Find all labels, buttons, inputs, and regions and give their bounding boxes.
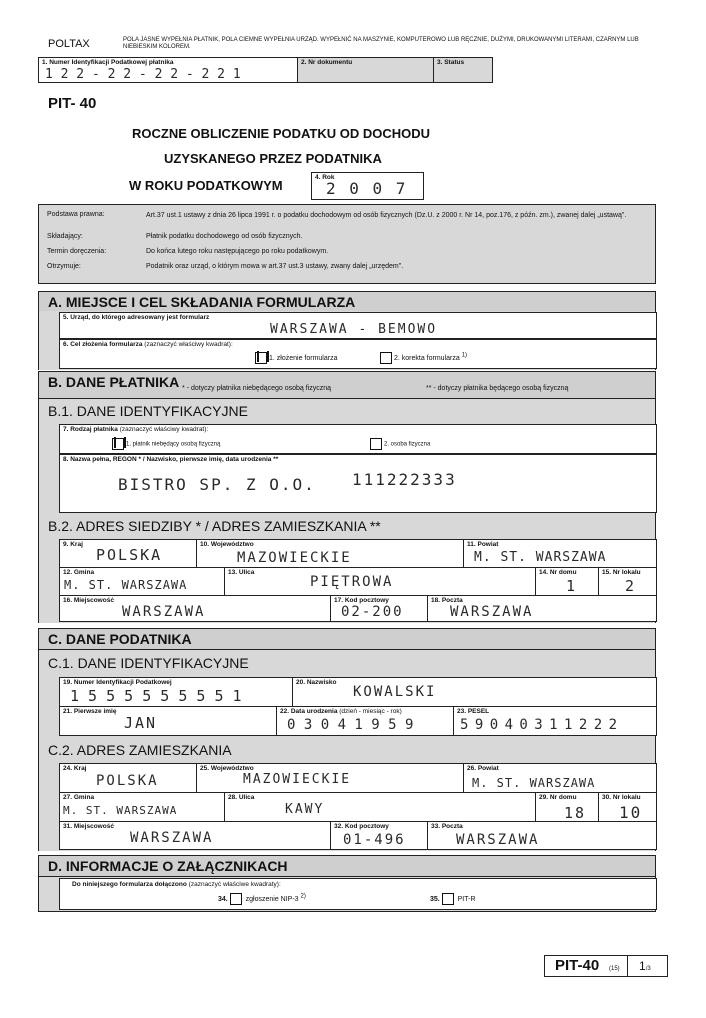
pesel-field[interactable] — [454, 707, 657, 736]
nip-payer-label: 1. Numer Identyfikacji Podatkowej płatnika — [42, 59, 174, 66]
payer-name-value: BISTRO SP. Z O.O. — [118, 475, 316, 494]
status-field — [434, 58, 492, 82]
footer-form-box — [544, 955, 668, 977]
b-county-field[interactable] — [464, 540, 657, 568]
title-line2: UZYSKANEGO PRZEZ PODATNIKA — [164, 151, 382, 166]
attachment-pitr-label: PIT-R — [457, 895, 476, 903]
b-postcode-label: 17. Kod pocztowy — [334, 597, 389, 604]
c1-grid — [59, 677, 657, 736]
c-house-number-label: 29. Nr domu — [539, 794, 577, 801]
purpose-option-2[interactable] — [380, 352, 467, 364]
payer-type-option-2[interactable] — [370, 438, 430, 450]
birth-date-field[interactable] — [277, 707, 454, 736]
attachment-nip3-number: 34. — [218, 895, 228, 903]
purpose-hint: (zaznaczyć właściwy kwadrat): — [144, 341, 233, 348]
header-fields — [38, 57, 493, 83]
b-voivodeship-value: MAZOWIECKIE — [237, 550, 352, 566]
c2-grid — [59, 763, 657, 850]
surname-field[interactable] — [293, 678, 657, 707]
section-b-note2: ** - dotyczy płatnika będącego osobą fizyczną — [426, 385, 569, 392]
payer-type-option-1-label: 1. płatnik niebędący osobą fizyczną — [126, 441, 221, 448]
attachment-pitr[interactable] — [430, 893, 476, 905]
c-municipality-field[interactable] — [60, 793, 225, 822]
taxpayer-nip-field[interactable] — [60, 678, 293, 707]
year-label: 4. Rok — [315, 174, 335, 181]
deadline-label: Termin doręczenia: — [47, 248, 107, 255]
office-value: WARSZAWA - BEMOWO — [270, 322, 438, 337]
c-municipality-label: 27. Gmina — [63, 794, 95, 801]
b-municipality-label: 12. Gmina — [63, 569, 95, 576]
section-d-title: D. INFORMACJE O ZAŁĄCZNIKACH — [38, 855, 656, 877]
c-house-number-field[interactable] — [536, 793, 599, 822]
b-country-value: POLSKA — [96, 546, 163, 564]
c-postcode-value: 01-496 — [343, 832, 406, 848]
title-line1: ROCZNE OBLICZENIE PODATKU OD DOCHODU — [132, 126, 431, 141]
c2-title: C.2. ADRES ZAMIESZKANIA — [38, 737, 656, 763]
payer-type-field — [59, 424, 657, 454]
attachments-intro: Do niniejszego formularza dołączono — [72, 881, 187, 888]
b-house-number-value: 1 — [566, 577, 578, 595]
attachment-nip3-label: zgłoszenie NIP-3 — [245, 895, 299, 903]
section-b-title — [38, 371, 656, 399]
b-town-field[interactable] — [60, 596, 331, 622]
pesel-label: 23. PESEL — [457, 708, 490, 715]
submitter-label: Składający: — [47, 233, 83, 240]
b-post-office-label: 18. Poczta — [431, 597, 463, 604]
c-post-office-field[interactable] — [428, 822, 657, 850]
surname-value: KOWALSKI — [353, 684, 437, 700]
b-street-field[interactable] — [225, 568, 536, 596]
c1-body — [38, 677, 656, 737]
title-line3: W ROKU PODATKOWYM — [129, 178, 283, 193]
section-d-body — [38, 877, 656, 912]
purpose-option-1[interactable] — [255, 352, 337, 364]
c-flat-number-label: 30. Nr lokalu — [602, 794, 641, 801]
b-town-label: 16. Miejscowość — [63, 597, 114, 604]
purpose-option-1-label: 1. złożenie formularza — [269, 354, 338, 362]
payer-name-label: 8. Nazwa pełna, REGON * / Nazwisko, pierwsze imię, data urodzenia ** — [63, 456, 279, 463]
b-voivodeship-field[interactable] — [197, 540, 464, 568]
b-postcode-value: 02-200 — [341, 604, 404, 620]
attachment-nip3-checkbox[interactable] — [230, 893, 242, 905]
pesel-value: 5 9 0 4 0 3 1 1 2 2 2 — [460, 717, 617, 733]
taxpayer-nip-value: 1 5 5 5 5 5 5 5 5 1 — [70, 687, 242, 705]
payer-type-option-1[interactable] — [112, 438, 220, 450]
purpose-checkbox-2[interactable] — [380, 352, 392, 364]
c-post-office-value: WARSZAWA — [456, 832, 540, 848]
legal-box — [38, 204, 656, 284]
doc-number-label: 2. Nr dokumentu — [301, 59, 353, 66]
b-county-label: 11. Powiat — [467, 541, 499, 548]
c-voivodeship-field[interactable] — [197, 764, 464, 793]
submitter-text: Płatnik podatku dochodowego od osób fizycznych. — [146, 233, 303, 240]
section-b-title-text: B. DANE PŁATNIKA — [48, 374, 180, 390]
c-county-label: 26. Powiat — [467, 765, 499, 772]
birth-date-label — [280, 708, 402, 716]
c-county-value: M. ST. WARSZAWA — [472, 776, 596, 790]
first-name-value: JAN — [124, 714, 158, 732]
c-country-label: 24. Kraj — [63, 765, 87, 772]
doc-number-field — [298, 58, 434, 82]
c-flat-number-field[interactable] — [599, 793, 657, 822]
attachment-nip3[interactable] — [218, 893, 306, 905]
c-town-label: 31. Miejscowość — [63, 823, 114, 830]
payer-type-checkbox-2[interactable] — [370, 438, 382, 450]
payer-type-hint: (zaznaczyć właściwy kwadrat): — [119, 426, 209, 433]
b2-body — [38, 539, 656, 623]
c-municipality-value: M. ST. WARSZAWA — [63, 804, 178, 817]
payer-type-checkbox-1[interactable] — [112, 438, 124, 450]
first-name-field[interactable] — [60, 707, 277, 736]
fill-instruction: POLA JASNE WYPEŁNIA PŁATNIK, POLA CIEMNE WYPEŁNIA URZĄD. WYPEŁNIĆ NA MASZYNIE, KOMPUTEROWO LUB RĘCZNIE, DUŻYMI, DRUKOWANYMI LITERAMI, CZARNYM LUB NIEBIESKIM KOLOREM. — [123, 37, 639, 50]
b-voivodeship-label: 10. Województwo — [200, 541, 254, 548]
footer-form-code: PIT-40 — [555, 957, 600, 974]
purpose-label-text: 6. Cel złożenia formularza — [63, 341, 143, 348]
c-town-field[interactable] — [60, 822, 331, 850]
attachments-hint: (zaznaczyć właściwe kwadraty): — [188, 881, 281, 888]
footer-form-cell — [545, 956, 628, 976]
birth-date-hint: (dzień - miesiąc - rok) — [339, 708, 402, 715]
c-flat-number-value: 10 — [619, 803, 643, 822]
c-voivodeship-value: MAZOWIECKIE — [243, 772, 352, 787]
b1-title: B.1. DANE IDENTYFIKACYJNE — [38, 399, 656, 423]
c-postcode-field[interactable] — [331, 822, 428, 850]
year-field[interactable] — [311, 172, 424, 200]
footer-page — [639, 959, 651, 973]
office-field[interactable] — [59, 312, 657, 339]
form-code: PIT- 40 — [48, 95, 97, 112]
first-name-label: 21. Pierwsze imię — [63, 708, 117, 715]
c1-title: C.1. DANE IDENTYFIKACYJNE — [38, 650, 656, 677]
payer-type-option-2-label: 2. osoba fizyczna — [384, 441, 431, 448]
c-post-office-label: 33. Poczta — [431, 823, 463, 830]
attachment-pitr-number: 35. — [430, 895, 440, 903]
b-street-value: PIĘTROWA — [310, 574, 394, 590]
b-post-office-value: WARSZAWA — [450, 604, 534, 620]
c-street-value: KAWY — [285, 802, 325, 817]
b-post-office-field[interactable] — [428, 596, 657, 622]
section-a-body — [38, 311, 656, 370]
purpose-checkbox-1[interactable] — [255, 352, 267, 364]
poltax-brand: POLTAX — [48, 38, 90, 50]
b-house-number-field[interactable] — [536, 568, 599, 596]
basis-label: Podstawa prawna: — [47, 211, 105, 218]
b-municipality-field[interactable] — [60, 568, 225, 596]
b-county-value: M. ST. WARSZAWA — [474, 550, 607, 565]
purpose-field — [59, 339, 657, 369]
c2-body — [38, 763, 656, 851]
c-house-number-value: 18 — [564, 804, 587, 822]
payer-regon-value: 111222333 — [352, 470, 457, 489]
nip-payer-field[interactable] — [39, 58, 298, 82]
section-c-title: C. DANE PODATNIKA — [38, 628, 656, 650]
section-a-title: A. MIEJSCE I CEL SKŁADANIA FORMULARZA — [38, 291, 656, 313]
b2-title: B.2. ADRES SIEDZIBY * / ADRES ZAMIESZKANIA ** — [38, 513, 656, 539]
b-street-label: 13. Ulica — [228, 569, 255, 576]
b1-body — [38, 423, 656, 513]
footer-form-version: (15) — [609, 966, 620, 972]
c-country-field[interactable] — [60, 764, 197, 793]
section-b-note1: * - dotyczy płatnika niebędącego osobą fizyczną — [182, 385, 332, 392]
birth-date-value: 0 3 0 4 1 9 5 9 — [287, 717, 414, 733]
attachment-nip3-footnote: 2) — [300, 893, 306, 900]
b-town-value: WARSZAWA — [122, 604, 206, 620]
attachments-field — [59, 878, 657, 910]
office-label: 5. Urząd, do którego adresowany jest formularz — [63, 314, 210, 321]
payer-name-field[interactable] — [59, 454, 657, 513]
b2-grid — [59, 539, 657, 622]
payer-type-label — [63, 426, 208, 434]
attachments-label — [72, 881, 281, 889]
b-flat-number-field[interactable] — [599, 568, 657, 596]
nip-payer-value: 1 2 2 - 2 2 - 2 2 - 2 2 1 — [45, 67, 241, 82]
b-municipality-value: M. ST. WARSZAWA — [64, 578, 188, 592]
footer-page-number: 1 — [639, 959, 646, 973]
birth-date-label-text: 22. Data urodzenia — [280, 708, 338, 715]
purpose-label — [63, 341, 233, 349]
taxpayer-nip-label: 19. Numer Identyfikacji Podatkowej — [63, 679, 172, 686]
b-country-label: 9. Kraj — [63, 541, 83, 548]
recipient-text: Podatnik oraz urząd, o którym mowa w art.37 ust.3 ustawy, zwany dalej „urzędem". — [146, 263, 404, 270]
footer-page-total: /3 — [645, 966, 651, 972]
basis-text: Art.37 ust.1 ustawy z dnia 26 lipca 1991 r. o podatku dochodowym od osób fizycznych (Dz.U. z 2000 r. Nr 14, poz.176, z późn. zm.), zwanej dalej „ustawą". — [146, 212, 627, 219]
b-flat-number-value: 2 — [625, 577, 637, 595]
c-postcode-label: 32. Kod pocztowy — [334, 823, 389, 830]
purpose-option-2-footnote: 1) — [461, 352, 468, 359]
c-town-value: WARSZAWA — [130, 830, 214, 846]
surname-label: 20. Nazwisko — [296, 679, 337, 686]
c-street-field[interactable] — [225, 793, 536, 822]
c-county-field[interactable] — [464, 764, 657, 793]
recipient-label: Otrzymuje: — [47, 263, 81, 270]
c-voivodeship-label: 25. Województwo — [200, 765, 254, 772]
b-flat-number-label: 15. Nr lokalu — [602, 569, 641, 576]
purpose-option-2-label: 2. korekta formularza — [394, 354, 460, 362]
deadline-text: Do końca lutego roku następującego po roku podatkowym. — [146, 248, 329, 255]
year-value: 2 0 0 7 — [326, 179, 408, 198]
payer-type-label-text: 7. Rodzaj płatnika — [63, 426, 118, 433]
b-country-field[interactable] — [60, 540, 197, 568]
c-street-label: 28. Ulica — [228, 794, 255, 801]
b-house-number-label: 14. Nr domu — [539, 569, 577, 576]
status-label: 3. Status — [437, 59, 465, 66]
c-country-value: POLSKA — [96, 773, 159, 789]
b-postcode-field[interactable] — [331, 596, 428, 622]
attachment-pitr-checkbox[interactable] — [442, 893, 454, 905]
